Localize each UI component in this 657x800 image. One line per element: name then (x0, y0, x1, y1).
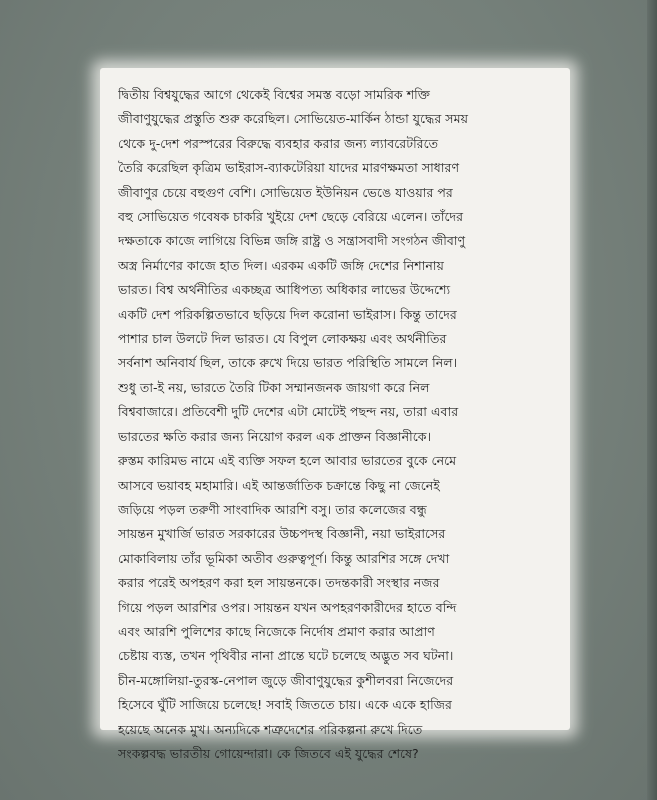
blurb-line: হিসেবে ঘুঁটি সাজিয়ে চলেছে! সবাই জিততে চায়। একে একে হাজির (118, 697, 452, 713)
blurb-line: করার পরেই অপহরণ করা হল সায়ন্তনকে। তদন্তকারী সংস্থার নজর (118, 575, 440, 591)
blurb-text (118, 83, 564, 766)
blurb-line: এবং আরশি পুলিশের কাছে নিজেকে নির্দোষ প্রমাণ করার আপ্রাণ (118, 623, 435, 639)
blurb-line: থেকে দু-দেশ পরস্পরের বিরুদ্ধে ব্যবহার করার জন্য ল্যাবরেটরিতে (118, 135, 439, 151)
blurb-line: চেষ্টায় ব্যস্ত, তখন পৃথিবীর নানা প্রান্তে ঘটে চলেছে অদ্ভুত সব ঘটনা। (118, 648, 454, 664)
blurb-line: দ্বিতীয় বিশ্বযুদ্ধের আগে থেকেই বিশ্বের সমস্ত বড়ো সামরিক শক্তি (118, 87, 431, 102)
blurb-line: আসবে ভয়াবহ মহামারি। এই আন্তর্জাতিক চক্রান্তে কিছু না জেনেই (118, 477, 440, 493)
blurb-line: জীবাণুর চেয়ে বহুগুণ বেশি। সোভিয়েত ইউনিয়ন ভেঙে যাওয়ার পর (118, 184, 453, 200)
cover-spine-edge (647, 0, 657, 800)
blurb-line: জড়িয়ে পড়ল তরুণী সাংবাদিক আরশি বসু। তার কলেজের বন্ধু (118, 501, 427, 517)
blurb-line: বিশ্ববাজারে। প্রতিবেশী দুটি দেশের এটা মোটেই পছন্দ নয়, তারা এবার (118, 404, 459, 420)
blurb-line: রুস্তম কারিমভ নামে এই ব্যক্তি সফল হলে আবার ভারতের বুকে নেমে (118, 453, 457, 469)
blurb-line: চীন-মঙ্গোলিয়া-তুরস্ক-নেপাল জুড়ে জীবাণুযুদ্ধের কুশীলবরা নিজেদের (118, 672, 454, 688)
blurb-line: ভারত। বিশ্ব অর্থনীতির একচ্ছত্র আধিপত্য অধিকার লাভের উদ্দেশ্যে (118, 282, 451, 298)
blurb-line: মোকাবিলায় তাঁর ভূমিকা অতীব গুরুত্বপূর্ণ। কিন্তু আরশির সঙ্গে দেখা (118, 550, 450, 566)
blurb-line: সর্বনাশ অনিবার্য ছিল, তাকে রুখে দিয়ে ভারত পরিস্থিতি সামলে নিল। (118, 355, 458, 371)
blurb-line: গিয়ে পড়ল আরশির ওপর। সায়ন্তন যখন অপহরণকারীদের হাতে বন্দি (118, 599, 457, 615)
blurb-line: সংকল্পবদ্ধ ভারতীয় গোয়েন্দারা। কে জিতবে এই যুদ্ধের শেষে? (118, 745, 419, 761)
blurb-line: অস্ত্র নির্মাণের কাজে হাত দিল। এরকম একটি জঙ্গি দেশের নিশানায় (118, 257, 444, 273)
blurb-line: একটি দেশ পরিকল্পিতভাবে ছড়িয়ে দিল করোনা ভাইরাস। কিন্তু তাদের (118, 306, 457, 322)
blurb-line: দক্ষতাকে কাজে লাগিয়ে বিভিন্ন জঙ্গি রাষ্ট্র ও সন্ত্রাসবাদী সংগঠন জীবাণু (118, 233, 466, 249)
blurb-line: বহু সোভিয়েত গবেষক চাকরি খুইয়ে দেশ ছেড়ে বেরিয়ে এলেন। তাঁদের (118, 209, 464, 225)
blurb-line: শুধু তা-ই নয়, ভারতে তৈরি টিকা সম্মানজনক জায়গা করে নিল (118, 379, 430, 395)
blurb-line: ভারতের ক্ষতি করার জন্য নিয়োগ করল এক প্রাক্তন বিজ্ঞানীকে। (118, 428, 432, 444)
blurb-line: হয়েছে অনেক মুখ। অন্যদিকে শত্রুদেশের পরিকল্পনা রুখে দিতে (118, 721, 423, 737)
blurb-line: তৈরি করেছিল কৃত্রিম ভাইরাস-ব্যাকটেরিয়া যাদের মারণক্ষমতা সাধারণ (118, 160, 460, 176)
blurb-line: সায়ন্তন মুখার্জি ভারত সরকারের উচ্চপদস্থ বিজ্ঞানী, নয়া ভাইরাসের (118, 526, 446, 542)
blurb-line: পাশার চাল উলটে দিল ভারত। যে বিপুল লোকক্ষয় এবং অর্থনীতির (118, 331, 447, 347)
blurb-line: জীবাণুযুদ্ধের প্রস্তুতি শুরু করেছিল। সোভিয়েত-মার্কিন ঠান্ডা যুদ্ধের সময় (118, 111, 468, 127)
